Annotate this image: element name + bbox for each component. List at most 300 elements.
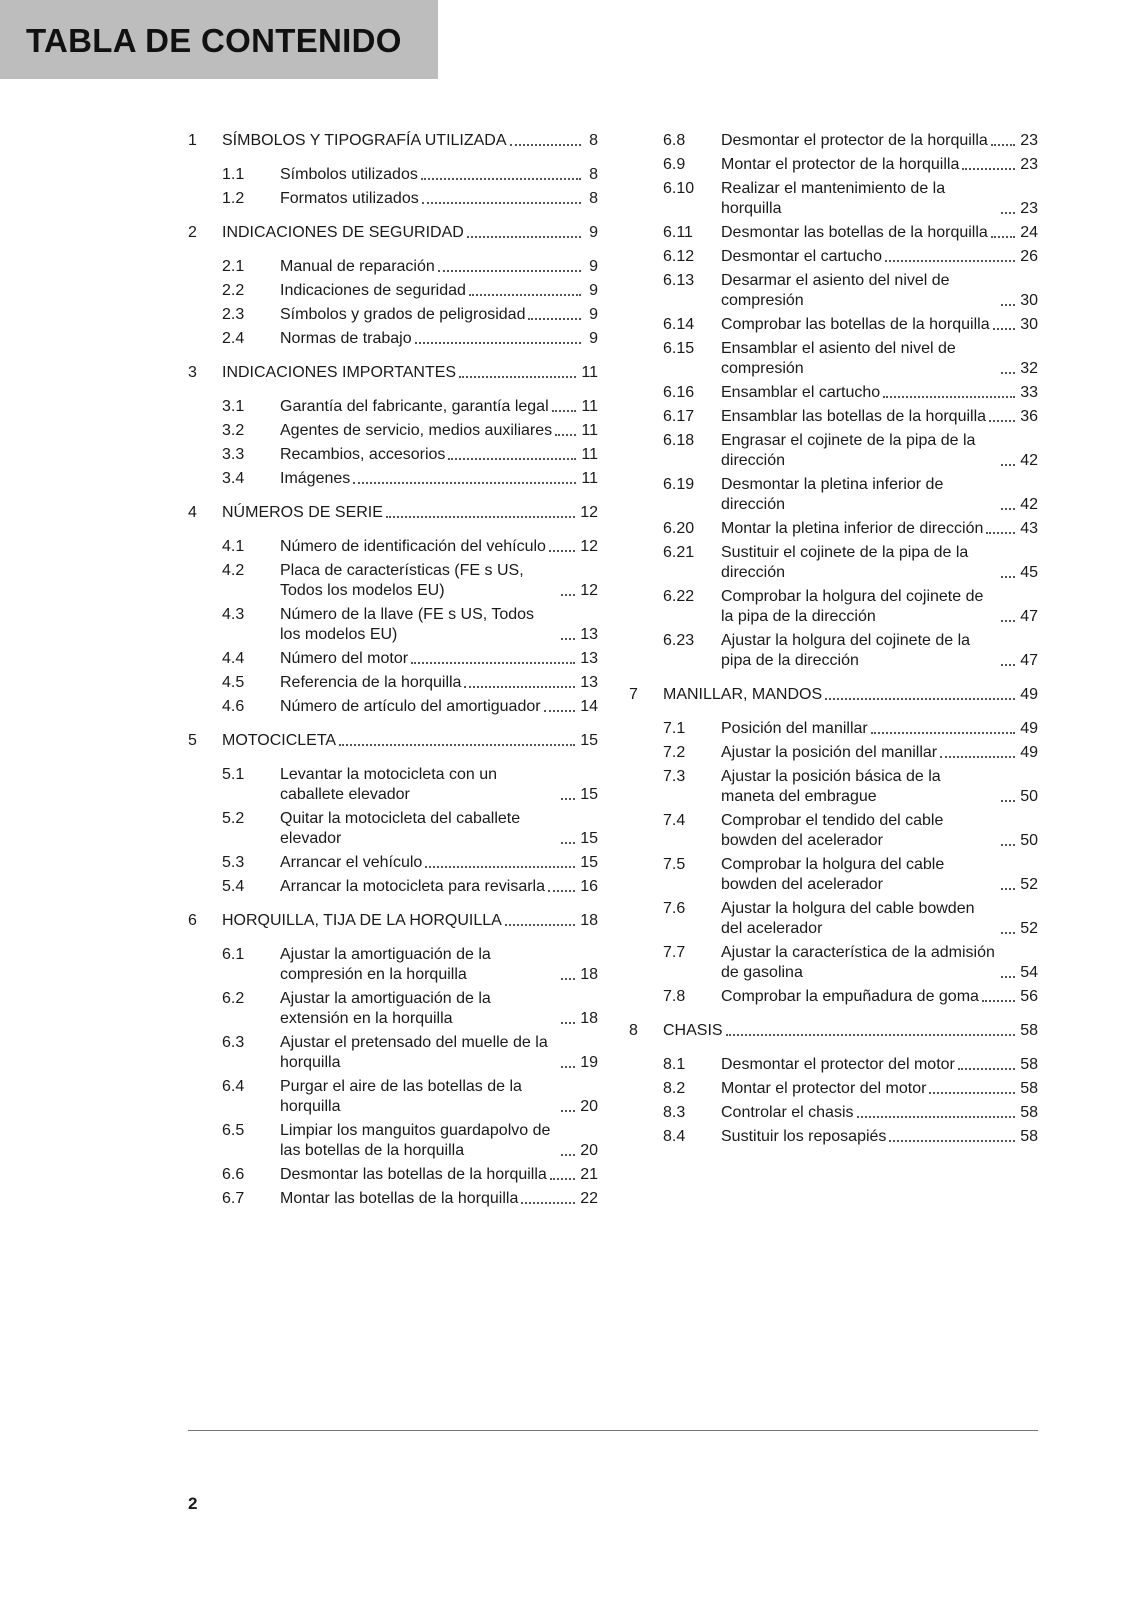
toc-section-entry[interactable] — [188, 649, 598, 669]
toc-entry-number: 7.3 — [663, 768, 686, 785]
toc-entry-page: 9 — [589, 282, 598, 299]
toc-entry-title: Purgar el aire de las botellas de la horquilla — [280, 1078, 522, 1115]
dot-leader — [991, 144, 1015, 146]
toc-entry-number: 6.2 — [222, 990, 245, 1007]
toc-entry-title: Desmontar el protector del motor — [721, 1056, 955, 1073]
toc-section-entry[interactable] — [629, 631, 1038, 671]
toc-section-entry[interactable] — [629, 339, 1038, 379]
dot-leader — [962, 168, 1015, 170]
toc-entry-title: Posición del manillar — [721, 720, 868, 737]
toc-entry-page: 13 — [580, 626, 598, 643]
dot-leader — [883, 396, 1015, 398]
dot-leader — [469, 294, 581, 296]
toc-section-entry[interactable] — [188, 673, 598, 693]
dot-leader — [467, 236, 581, 238]
toc-entry-number: 6 — [188, 912, 197, 929]
toc-entry-page: 58 — [1020, 1104, 1038, 1121]
toc-section-entry[interactable] — [188, 165, 598, 185]
toc-entry-title: MANILLAR, MANDOS — [663, 686, 823, 703]
dot-leader — [552, 410, 577, 412]
toc-entry-title: Arrancar la motocicleta para revisarla — [280, 878, 545, 895]
toc-entry-page: 36 — [1020, 408, 1038, 425]
toc-entry-page: 11 — [581, 398, 598, 415]
toc-section-entry[interactable] — [629, 811, 1038, 851]
dot-leader — [958, 1068, 1015, 1070]
toc-entry-page: 43 — [1020, 520, 1038, 537]
toc-entry-number: 7.1 — [663, 720, 686, 737]
dot-leader — [825, 698, 1015, 700]
dot-leader — [929, 1092, 1015, 1094]
toc-entry-page: 11 — [581, 470, 598, 487]
toc-section-entry[interactable] — [629, 899, 1038, 939]
toc-entry-page: 20 — [580, 1098, 598, 1115]
toc-section-entry[interactable] — [188, 281, 598, 301]
toc-entry-title: Engrasar el cojinete de la pipa de la dirección — [721, 432, 976, 469]
toc-entry-page: 23 — [1020, 132, 1038, 149]
toc-entry-page: 56 — [1020, 988, 1038, 1005]
toc-entry-page: 30 — [1020, 316, 1038, 333]
toc-entry-number: 2.1 — [222, 258, 245, 275]
dot-leader — [1001, 844, 1015, 846]
toc-section-entry[interactable] — [629, 587, 1038, 627]
toc-section-entry[interactable] — [629, 131, 1038, 151]
toc-entry-title: Número de artículo del amortiguador — [280, 698, 541, 715]
toc-entry-title: Desarmar el asiento del nivel de compresión — [721, 272, 950, 309]
toc-column-left — [188, 131, 598, 1213]
toc-entry-number: 3.2 — [222, 422, 245, 439]
toc-section-entry[interactable] — [629, 1079, 1038, 1099]
toc-chapter-entry[interactable] — [188, 131, 598, 151]
dot-leader — [339, 744, 575, 746]
toc-entry-number: 2.4 — [222, 330, 245, 347]
toc-entry-number: 8.4 — [663, 1128, 686, 1145]
toc-entry-page: 32 — [1020, 360, 1038, 377]
toc-entry-number: 6.10 — [663, 180, 695, 197]
toc-entry-title: Limpiar los manguitos guardapolvo de las botellas de la horquilla — [280, 1122, 551, 1159]
toc-chapter-entry[interactable] — [629, 685, 1038, 705]
toc-entry-title: Sustituir el cojinete de la pipa de la dirección — [721, 544, 969, 581]
toc-entry-title: Normas de trabajo — [280, 330, 412, 347]
toc-entry-page: 8 — [589, 190, 598, 207]
toc-section-entry[interactable] — [188, 445, 598, 465]
toc-entry-title: Realizar el mantenimiento de la horquilla — [721, 180, 946, 217]
toc-entry-title: Comprobar las botellas de la horquilla — [721, 316, 990, 333]
toc-entry-page: 8 — [589, 132, 598, 149]
toc-entry-title: Ensamblar las botellas de la horquilla — [721, 408, 987, 425]
toc-section-entry[interactable] — [629, 223, 1038, 243]
toc-entry-number: 6.23 — [663, 632, 695, 649]
toc-entry-number: 3 — [188, 364, 197, 381]
toc-section-entry[interactable] — [629, 943, 1038, 983]
toc-entry-number: 8.3 — [663, 1104, 686, 1121]
toc-chapter-entry[interactable] — [188, 223, 598, 243]
toc-entry-page: 50 — [1020, 788, 1038, 805]
toc-entry-page: 8 — [589, 166, 598, 183]
toc-section-entry[interactable] — [629, 315, 1038, 335]
toc-entry-title: Ensamblar el cartucho — [721, 384, 881, 401]
dot-leader — [1001, 620, 1015, 622]
dot-leader — [415, 342, 581, 344]
dot-leader — [448, 458, 576, 460]
toc-entry-page: 16 — [580, 878, 598, 895]
toc-entry-page: 14 — [580, 698, 598, 715]
toc-section-entry[interactable] — [629, 383, 1038, 403]
toc-entry-number: 3.1 — [222, 398, 245, 415]
toc-chapter-entry[interactable] — [188, 731, 598, 751]
toc-chapter-entry[interactable] — [629, 1021, 1038, 1041]
toc-entry-page: 12 — [580, 538, 598, 555]
toc-entry-number: 2.3 — [222, 306, 245, 323]
toc-entry-number: 6.14 — [663, 316, 695, 333]
dot-leader — [421, 178, 581, 180]
toc-entry-page: 58 — [1020, 1080, 1038, 1097]
toc-entry-page: 45 — [1020, 564, 1038, 581]
toc-entry-number: 7.7 — [663, 944, 686, 961]
toc-entry-number: 4.1 — [222, 538, 245, 555]
dot-leader — [1001, 304, 1015, 306]
toc-entry-title: Montar las botellas de la horquilla — [280, 1190, 519, 1207]
toc-section-entry[interactable] — [629, 271, 1038, 311]
toc-entry-number: 4.4 — [222, 650, 245, 667]
dot-leader — [940, 756, 1015, 758]
dot-leader — [353, 482, 576, 484]
toc-entry-number: 5.4 — [222, 878, 245, 895]
toc-entry-page: 18 — [580, 966, 598, 983]
toc-entry-number: 6.1 — [222, 946, 245, 963]
dot-leader — [425, 866, 575, 868]
toc-entry-number: 6.9 — [663, 156, 686, 173]
dot-leader — [528, 318, 581, 320]
toc-section-entry[interactable] — [188, 1033, 598, 1073]
dot-leader — [561, 798, 575, 800]
toc-chapter-entry[interactable] — [188, 503, 598, 523]
toc-entry-number: 7.2 — [663, 744, 686, 761]
toc-chapter-entry[interactable] — [188, 911, 598, 931]
toc-entry-title: Desmontar la pletina inferior de dirección — [721, 476, 944, 513]
toc-section-entry[interactable] — [188, 397, 598, 417]
toc-entry-page: 47 — [1020, 652, 1038, 669]
dot-leader — [561, 1066, 575, 1068]
toc-entry-number: 6.7 — [222, 1190, 245, 1207]
toc-entry-number: 4.6 — [222, 698, 245, 715]
toc-entry-page: 24 — [1020, 224, 1038, 241]
toc-entry-title: Símbolos y grados de peligrosidad — [280, 306, 526, 323]
toc-entry-page: 42 — [1020, 452, 1038, 469]
toc-entry-number: 6.6 — [222, 1166, 245, 1183]
dot-leader — [438, 270, 581, 272]
dot-leader — [991, 236, 1015, 238]
toc-entry-page: 9 — [589, 224, 598, 241]
dot-leader — [1001, 664, 1015, 666]
dot-leader — [510, 144, 581, 146]
toc-entry-title: Formatos utilizados — [280, 190, 419, 207]
toc-entry-page: 15 — [580, 786, 598, 803]
dot-leader — [422, 202, 581, 204]
toc-entry-title: Comprobar la empuñadura de goma — [721, 988, 979, 1005]
toc-section-entry[interactable] — [629, 247, 1038, 267]
dot-leader — [521, 1202, 575, 1204]
toc-entry-number: 4.3 — [222, 606, 245, 623]
dot-leader — [544, 710, 576, 712]
toc-section-entry[interactable] — [188, 1165, 598, 1185]
toc-entry-number: 2 — [188, 224, 197, 241]
dot-leader — [561, 1154, 575, 1156]
toc-entry-title: Ajustar la holgura del cable bowden del acelerador — [721, 900, 975, 937]
dot-leader — [561, 842, 575, 844]
toc-section-entry[interactable] — [188, 853, 598, 873]
toc-section-entry[interactable] — [188, 561, 598, 601]
toc-section-entry[interactable] — [188, 537, 598, 557]
toc-entry-number: 1.2 — [222, 190, 245, 207]
toc-entry-page: 49 — [1020, 686, 1038, 703]
toc-entry-number: 5.2 — [222, 810, 245, 827]
toc-entry-title: Levantar la motocicleta con un caballete elevador — [280, 766, 498, 803]
toc-entry-page: 23 — [1020, 156, 1038, 173]
toc-entry-number: 2.2 — [222, 282, 245, 299]
toc-entry-page: 21 — [580, 1166, 598, 1183]
toc-section-entry[interactable] — [188, 605, 598, 645]
dot-leader — [464, 686, 575, 688]
toc-entry-number: 7.8 — [663, 988, 686, 1005]
toc-entry-title: INDICACIONES DE SEGURIDAD — [222, 224, 464, 241]
toc-entry-title: SÍMBOLOS Y TIPOGRAFÍA UTILIZADA — [222, 132, 507, 149]
toc-section-entry[interactable] — [188, 1121, 598, 1161]
toc-entry-page: 15 — [580, 854, 598, 871]
toc-entry-number: 1.1 — [222, 166, 245, 183]
toc-section-entry[interactable] — [188, 305, 598, 325]
toc-entry-number: 5 — [188, 732, 197, 749]
toc-section-entry[interactable] — [188, 989, 598, 1029]
toc-entry-title: Imágenes — [280, 470, 351, 487]
toc-entry-title: MOTOCICLETA — [222, 732, 337, 749]
toc-entry-title: Recambios, accesorios — [280, 446, 446, 463]
toc-entry-number: 1 — [188, 132, 197, 149]
toc-entry-number: 3.4 — [222, 470, 245, 487]
toc-section-entry[interactable] — [188, 469, 598, 489]
toc-entry-number: 6.21 — [663, 544, 695, 561]
toc-section-entry[interactable] — [629, 155, 1038, 175]
toc-entry-page: 11 — [581, 446, 598, 463]
toc-entry-page: 9 — [589, 258, 598, 275]
toc-entry-number: 6.16 — [663, 384, 695, 401]
toc-entry-page: 12 — [580, 582, 598, 599]
toc-entry-title: Agentes de servicio, medios auxiliares — [280, 422, 553, 439]
toc-section-entry[interactable] — [629, 543, 1038, 583]
toc-entry-page: 11 — [581, 422, 598, 439]
toc-entry-number: 3.3 — [222, 446, 245, 463]
toc-entry-number: 6.19 — [663, 476, 695, 493]
toc-entry-number: 7 — [629, 686, 638, 703]
dot-leader — [1001, 508, 1015, 510]
toc-entry-title: Ajustar la amortiguación de la compresión en la horquilla — [280, 946, 491, 983]
toc-entry-number: 8.2 — [663, 1080, 686, 1097]
toc-section-entry[interactable] — [629, 179, 1038, 219]
toc-entry-title: HORQUILLA, TIJA DE LA HORQUILLA — [222, 912, 502, 929]
toc-entry-number: 6.12 — [663, 248, 695, 265]
dot-leader — [982, 1000, 1015, 1002]
toc-entry-number: 4.2 — [222, 562, 245, 579]
dot-leader — [561, 1022, 575, 1024]
toc-entry-page: 52 — [1020, 876, 1038, 893]
toc-section-entry[interactable] — [629, 475, 1038, 515]
toc-entry-page: 18 — [580, 912, 598, 929]
toc-section-entry[interactable] — [629, 767, 1038, 807]
toc-entry-title: INDICACIONES IMPORTANTES — [222, 364, 457, 381]
toc-entry-title: Número de la llave (FE s US, Todos los modelos EU) — [280, 606, 535, 643]
toc-entry-page: 58 — [1020, 1022, 1038, 1039]
toc-section-entry[interactable] — [188, 945, 598, 985]
toc-entry-title: Número de identificación del vehículo — [280, 538, 546, 555]
toc-entry-page: 9 — [589, 330, 598, 347]
toc-entry-page: 33 — [1020, 384, 1038, 401]
toc-entry-page: 13 — [580, 650, 598, 667]
toc-section-entry[interactable] — [629, 743, 1038, 763]
toc-entry-title: Controlar el chasis — [721, 1104, 854, 1121]
dot-leader — [1001, 976, 1015, 978]
toc-entry-title: Comprobar el tendido del cable bowden del acelerador — [721, 812, 944, 849]
toc-entry-page: 18 — [580, 1010, 598, 1027]
toc-entry-number: 6.3 — [222, 1034, 245, 1051]
toc-entry-title: Ajustar la característica de la admisión de gasolina — [721, 944, 995, 981]
toc-entry-number: 6.11 — [663, 224, 693, 241]
toc-entry-page: 58 — [1020, 1056, 1038, 1073]
toc-entry-title: Garantía del fabricante, garantía legal — [280, 398, 549, 415]
toc-entry-title: CHASIS — [663, 1022, 723, 1039]
toc-entry-number: 7.6 — [663, 900, 686, 917]
toc-entry-page: 11 — [581, 364, 598, 381]
toc-section-entry[interactable] — [629, 519, 1038, 539]
toc-section-entry[interactable] — [629, 1103, 1038, 1123]
dot-leader — [548, 890, 575, 892]
toc-section-entry[interactable] — [629, 431, 1038, 471]
toc-entry-title: Montar el protector de la horquilla — [721, 156, 960, 173]
toc-entry-number: 7.4 — [663, 812, 686, 829]
toc-entry-title: Símbolos utilizados — [280, 166, 418, 183]
dot-leader — [1001, 888, 1015, 890]
footer-divider — [188, 1430, 1038, 1431]
toc-entry-page: 12 — [580, 504, 598, 521]
toc-section-entry[interactable] — [188, 421, 598, 441]
toc-section-entry[interactable] — [188, 1189, 598, 1209]
toc-entry-number: 6.4 — [222, 1078, 245, 1095]
toc-entry-number: 6.18 — [663, 432, 695, 449]
toc-entry-number: 5.3 — [222, 854, 245, 871]
page-number: 2 — [188, 1494, 198, 1513]
dot-leader — [726, 1034, 1016, 1036]
toc-entry-page: 9 — [589, 306, 598, 323]
dot-leader — [871, 732, 1015, 734]
dot-leader — [857, 1116, 1016, 1118]
dot-leader — [1001, 464, 1015, 466]
dot-leader — [459, 376, 576, 378]
toc-entry-page: 19 — [580, 1054, 598, 1071]
dot-leader — [1001, 372, 1015, 374]
toc-entry-number: 6.5 — [222, 1122, 245, 1139]
dot-leader — [1001, 932, 1015, 934]
toc-section-entry[interactable] — [188, 765, 598, 805]
toc-chapter-entry[interactable] — [188, 363, 598, 383]
toc-section-entry[interactable] — [629, 987, 1038, 1007]
dot-leader — [993, 328, 1016, 330]
toc-section-entry[interactable] — [629, 719, 1038, 739]
toc-section-entry[interactable] — [188, 877, 598, 897]
toc-entry-title: Indicaciones de seguridad — [280, 282, 466, 299]
toc-entry-page: 22 — [580, 1190, 598, 1207]
toc-entry-page: 58 — [1020, 1128, 1038, 1145]
toc-entry-title: Número del motor — [280, 650, 409, 667]
toc-entry-page: 52 — [1020, 920, 1038, 937]
toc-entry-page: 15 — [580, 732, 598, 749]
toc-section-entry[interactable] — [188, 329, 598, 349]
dot-leader — [505, 924, 575, 926]
toc-section-entry[interactable] — [188, 189, 598, 209]
toc-entry-number: 4 — [188, 504, 197, 521]
toc-section-entry[interactable] — [188, 697, 598, 717]
toc-entry-page: 15 — [580, 830, 598, 847]
dot-leader — [889, 1140, 1015, 1142]
toc-entry-title: Quitar la motocicleta del caballete elevador — [280, 810, 521, 847]
toc-entry-title: Ajustar la amortiguación de la extensión en la horquilla — [280, 990, 491, 1027]
toc-entry-page: 54 — [1020, 964, 1038, 981]
dot-leader — [411, 662, 575, 664]
toc-section-entry[interactable] — [629, 1127, 1038, 1147]
toc-entry-title: Montar el protector del motor — [721, 1080, 927, 1097]
toc-entry-title: Manual de reparación — [280, 258, 435, 275]
toc-entry-title: Ajustar la posición del manillar — [721, 744, 938, 761]
toc-entry-page: 49 — [1020, 720, 1038, 737]
toc-entry-page: 49 — [1020, 744, 1038, 761]
toc-section-entry[interactable] — [629, 855, 1038, 895]
toc-entry-page: 20 — [580, 1142, 598, 1159]
toc-entry-number: 6.22 — [663, 588, 695, 605]
toc-section-entry[interactable] — [188, 257, 598, 277]
dot-leader — [885, 260, 1015, 262]
dot-leader — [550, 1178, 575, 1180]
toc-entry-title: Sustituir los reposapiés — [721, 1128, 887, 1145]
toc-entry-title: Desmontar el cartucho — [721, 248, 882, 265]
toc-entry-number: 5.1 — [222, 766, 245, 783]
toc-section-entry[interactable] — [188, 1077, 598, 1117]
toc-entry-number: 8 — [629, 1022, 638, 1039]
dot-leader — [561, 1110, 575, 1112]
toc-entry-page: 30 — [1020, 292, 1038, 309]
dot-leader — [561, 594, 575, 596]
dot-leader — [549, 550, 575, 552]
toc-section-entry[interactable] — [629, 1055, 1038, 1075]
toc-entry-number: 6.8 — [663, 132, 686, 149]
toc-entry-title: Referencia de la horquilla — [280, 674, 462, 691]
toc-entry-number: 6.15 — [663, 340, 695, 357]
toc-entry-title: Ensamblar el asiento del nivel de compresión — [721, 340, 956, 377]
dot-leader — [1001, 212, 1015, 214]
dot-leader — [561, 638, 575, 640]
dot-leader — [561, 978, 575, 980]
page-title: TABLA DE CONTENIDO — [26, 22, 402, 59]
toc-entry-page: 47 — [1020, 608, 1038, 625]
toc-entry-title: Montar la pletina inferior de dirección — [721, 520, 984, 537]
dot-leader — [555, 434, 576, 436]
toc-entry-page: 42 — [1020, 496, 1038, 513]
toc-entry-title: Desmontar el protector de la horquilla — [721, 132, 988, 149]
toc-entry-number: 6.17 — [663, 408, 695, 425]
toc-entry-number: 7.5 — [663, 856, 686, 873]
toc-section-entry[interactable] — [188, 809, 598, 849]
toc-entry-title: Arrancar el vehículo — [280, 854, 423, 871]
toc-section-entry[interactable] — [629, 407, 1038, 427]
toc-entry-title: NÚMEROS DE SERIE — [222, 504, 383, 521]
toc-column-right — [629, 131, 1038, 1151]
toc-entry-title: Comprobar la holgura del cable bowden del acelerador — [721, 856, 945, 893]
